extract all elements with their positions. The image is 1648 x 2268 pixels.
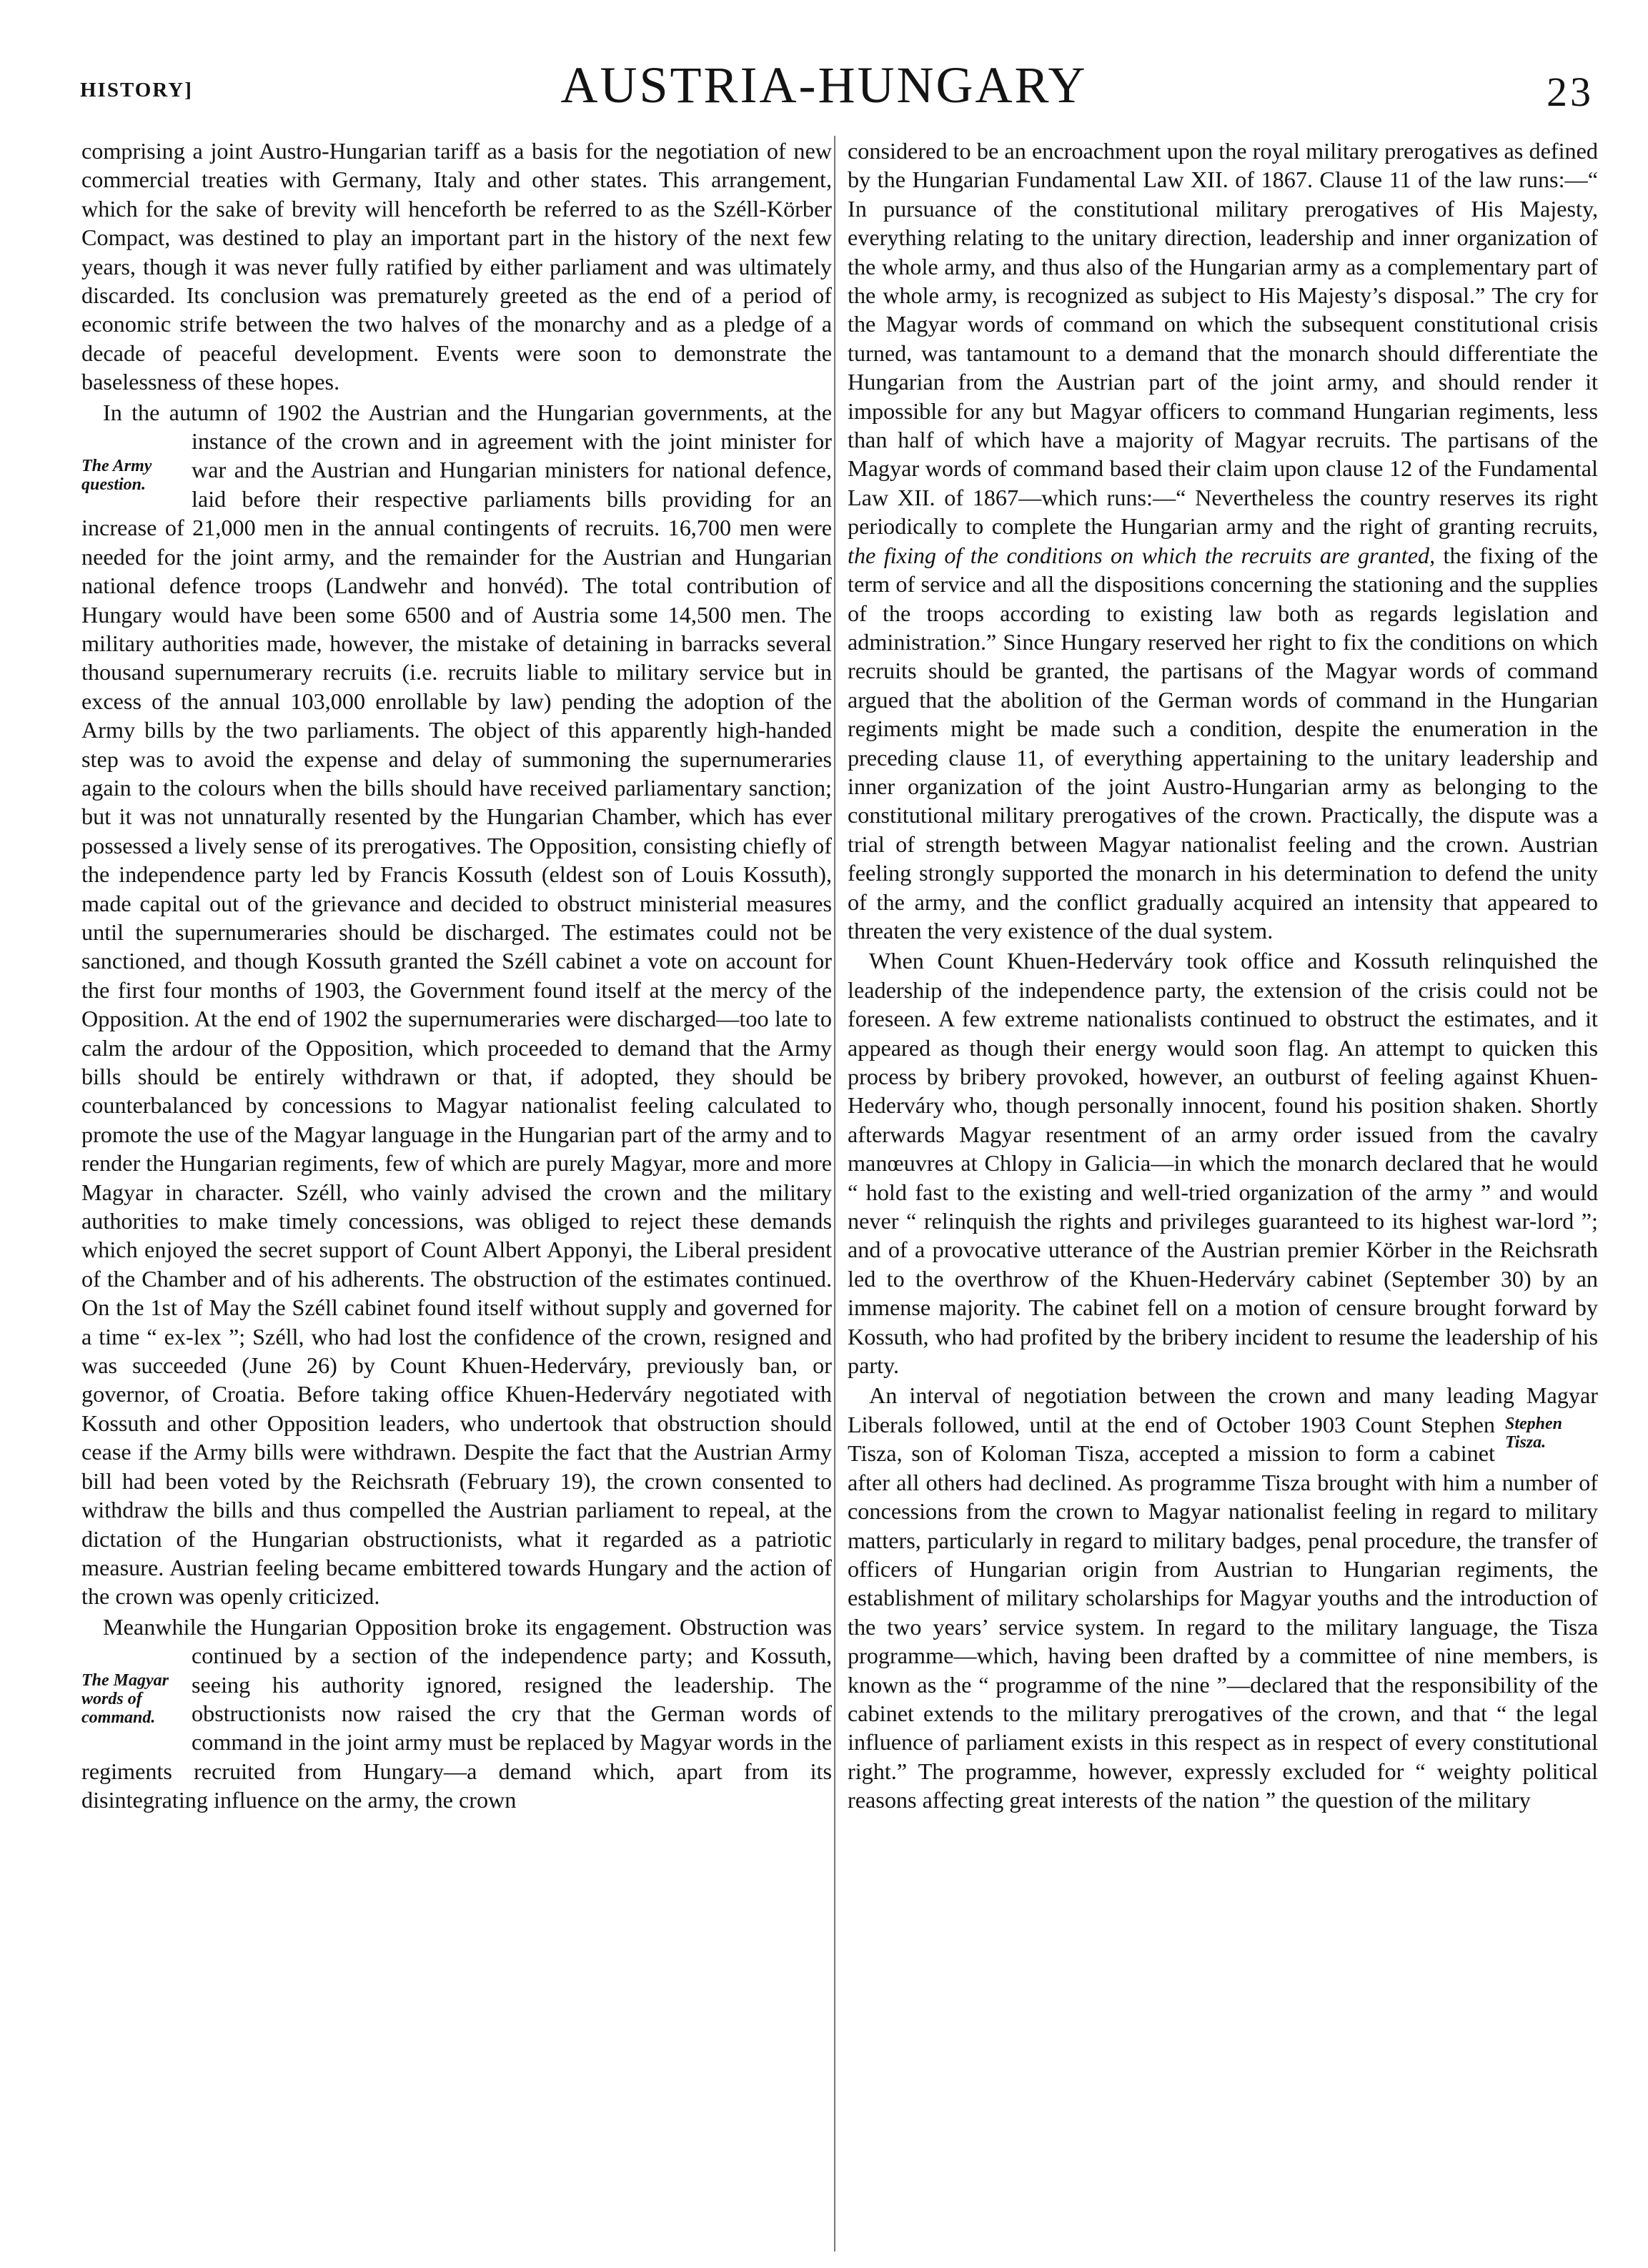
left-column (81, 137, 832, 2252)
page-header (0, 0, 1648, 136)
paragraph-text: An interval of negotiation between the crown and many leading Magyar Liberals followed, until at the end of October 1903 (848, 1382, 1598, 1437)
italic-phrase: the fixing of the conditions on which the recruits are granted, (848, 542, 1436, 568)
paragraph-text: with the joint minister for war and the Austrian and Hungarian ministers for national defence, laid before their respective parliaments bills providing for an increase of 21,000 men in the annual contingents of recruits. 16,700 men were needed for the joint army, and the remainder for the Austrian and Hungarian national defence troops (Landwehr and honvéd). The total contribution of Hungary would have been some 6500 and of Austria some 14,500 men. The military authorities made, however, the mistake of detaining in barracks several thousand supernumerary recruits (i.e. recruits liable to military service but in excess of the annual 103,000 enrollable by law) pending the adoption of the Army bills by the two parliaments. The object of this apparently high-handed step was to avoid the expense and delay of summoning the supernumeraries again to the colours when the bills should have received parliamentary sanction; but it was not unnaturally resented by the Hungarian Chamber, which has ever possessed a lively sense of its prerogatives. The Opposition, consisting chiefly of the independence party led by Francis Kossuth (eldest son of Louis Kossuth), made capital out of the grievance and decided to obstruct ministerial measures until the supernumeraries should be discharged. The estimates could not be sanctioned, and though Kossuth granted the Széll cabinet a vote on account for the first four months of 1903, the Government found itself at the mercy of the Opposition. At the end of 1902 the supernumeraries were discharged—too late to calm the ardour of the Opposition, which proceeded to demand that the Army bills should be entirely withdrawn or that, if adopted, they should be counterbalanced by concessions to Magyar nationalist feeling calculated to promote the use of the Magyar language in the Hungarian part of the army and to render the Hungarian regiments, few of which are purely Magyar, more and more Magyar in character. Széll, who vainly advised the crown and the military authorities to make timely concessions, was obliged to reject these demands which enjoyed the secret support of Count Albert Apponyi, the Liberal president of the Chamber and of his adherents. The obstruction of the estimates continued. On the 1st of May the Széll cabinet found itself without supply and governed for a time “ ex-lex ”; Széll, who had lost the confidence of the crown, resigned and was succeeded (June 26) by Count Khuen-Hederváry, previously ban, or governor, of Croatia. Before taking office Khuen-Hederváry negotiated with Kossuth and other Opposition leaders, who undertook that obstruction should cease if the Army bills were withdrawn. Despite the fact that the Austrian Army bill had been voted by the Reichsrath (February 19), the crown consented to withdraw the bills and thus compelled the Austrian parliament to repeal, at the dictation of the Hungarian obstructionists, what it regarded as a patriotic measure. Austrian feeling became embittered towards Hungary and the action of the crown was openly criticized. (81, 428, 832, 1610)
paragraph-text: In the autumn of 1902 the Austrian and the Hungarian governments, at the instance of the crown and in agreement (103, 399, 832, 455)
paragraph-text: Meanwhile the Hungarian Opposition broke its engagement. Obstruction was continued by a section of the independence (103, 1613, 832, 1669)
paragraph-text: party; and Kossuth, seeing his authority ignored, resigned the leadership. The obstructionists now raised the cry that the German words of command in the joint army must be replaced by Magyar words in the regiments recruited from Hungary—a demand which, apart from its disintegrating influence on the army, the crown (81, 1643, 832, 1813)
page-number: 23 (1547, 69, 1594, 115)
paragraph-text: considered to be an encroachment upon the royal military prerogatives as defined by the Hungarian Fundamental Law XII. of 1867. Clause 11 of the law runs:—“ In pursuance of the constitutional military prerogatives of His Majesty, everything relating to the unitary direction, leadership and inner organization of the whole army, and thus also of the Hungarian army as a complementary part of the whole army, is recognized as subject to His Majesty’s disposal.” The cry for the Magyar words of command on which the subsequent constitutional crisis turned, was tantamount to a demand that the monarch should differentiate the Hungarian from the Austrian part of the joint army, and should render it impossible for any but Magyar officers to command Hungarian regiments, less than half of which have a majority of Magyar recruits. The partisans of the Magyar words of command based their claim upon clause 12 of the Fundamental Law XII. of 1867—which runs:—“ Nevertheless the country reserves its right periodically to complete the Hungarian army and the right of granting recruits, (848, 138, 1598, 540)
column-divider (834, 136, 835, 2252)
sidenote-stephen-tisza: Stephen Tisza. (1505, 1414, 1563, 1452)
running-title: AUSTRIA-HUNGARY (560, 56, 1088, 114)
paragraph-text: Count Stephen Tisza, son of Koloman Tisza, accepted a mission to form a cabinet after all others had declined. As programme Tisza brought with him a number of concessions from the crown to Magyar nationalist feeling in regard to military matters, particularly in regard to military badges, penal procedure, the transfer of officers of Hungarian origin from Austrian to Hungarian regiments, the establishment of military scholarships for Magyar youths and the introduction of the two years’ service system. In regard to the military language, the Tisza programme—which, having been drafted by a committee of nine members, is known as the “ programme of the nine ”—declared that the responsibility of the cabinet extends to the military prerogatives of the crown, and that “ the legal influence of parliament exists in this respect as in respect of every constitutional right.” The programme, however, expressly excluded for “ weighty political reasons affecting great interests of the nation ” the question of the military (848, 1411, 1598, 1813)
paragraph (81, 398, 832, 1611)
paragraph: When Count Khuen-Hederváry took office and Kossuth relinquished the leadership of the independence party, the extension of the crisis could not be foreseen. A few extreme nationalists continued to obstruct the estimates, and it appeared as though their energy would soon flag. An attempt to quicken this process by bribery provoked, however, an outburst of feeling against Khuen-Hederváry who, though personally innocent, found his position shaken. Shortly afterwards Magyar resentment of an army order issued from the cavalry manœuvres at Chlopy in Galicia—in which the monarch declared that he would “ hold fast to the existing and well-tried organization of the army ” and would never “ relinquish the rights and privileges guaranteed to its highest war-lord ”; and of a provocative utterance of the Austrian premier Körber in the Reichsrath led to the overthrow of the Khuen-Hederváry cabinet (September 30) by an immense majority. The cabinet fell on a motion of censure brought forward by Kossuth, who had profited by the bribery incident to resume the leadership of his party. (848, 948, 1598, 1379)
section-label: HISTORY] (80, 79, 193, 101)
paragraph (848, 137, 1598, 945)
paragraph-text: the fixing of the term of service and all the dispositions concerning the stationing and the supplies of the troops according to existing law both as regards legislation and administration.” Since Hungary reserved her right to fix the conditions on which recruits should be granted, the partisans of the Magyar words of command argued that the abolition of the German words of command in the Hungarian regiments might be made such a condition, despite the enumeration in the preceding clause 11, of everything appertaining to the unitary leadership and inner organization of the joint Austro-Hungarian army as belonging to the constitutional military prerogatives of the crown. Practically, the dispute was a trial of strength between Magyar nationalist feeling and the crown. Austrian feeling strongly supported the monarch in his determination to defend the unity of the army, and the conflict gradually acquired an intensity that appeared to threaten the very existence of the dual system. (848, 542, 1598, 944)
paragraph: comprising a joint Austro-Hungarian tariff as a basis for the negotiation of new commercial treaties with Germany, Italy and other states. This arrangement, which for the sake of brevity will henceforth be referred to as the Széll-Körber Compact, was destined to play an important part in the history of the next few years, though it was never fully ratified by either parliament and was ultimately discarded. Its conclusion was prematurely greeted as the end of a period of economic strife between the two halves of the monarchy and as a pledge of a decade of peaceful development. Events were soon to demonstrate the baselessness of these hopes. (81, 138, 832, 395)
sidenote-army-question: The Army question. (81, 457, 152, 495)
paragraph (81, 1613, 832, 1815)
paragraph (848, 1381, 1598, 1814)
right-column (848, 137, 1598, 2252)
sidenote-words-of-command: The Magyar words of command. (81, 1671, 169, 1728)
